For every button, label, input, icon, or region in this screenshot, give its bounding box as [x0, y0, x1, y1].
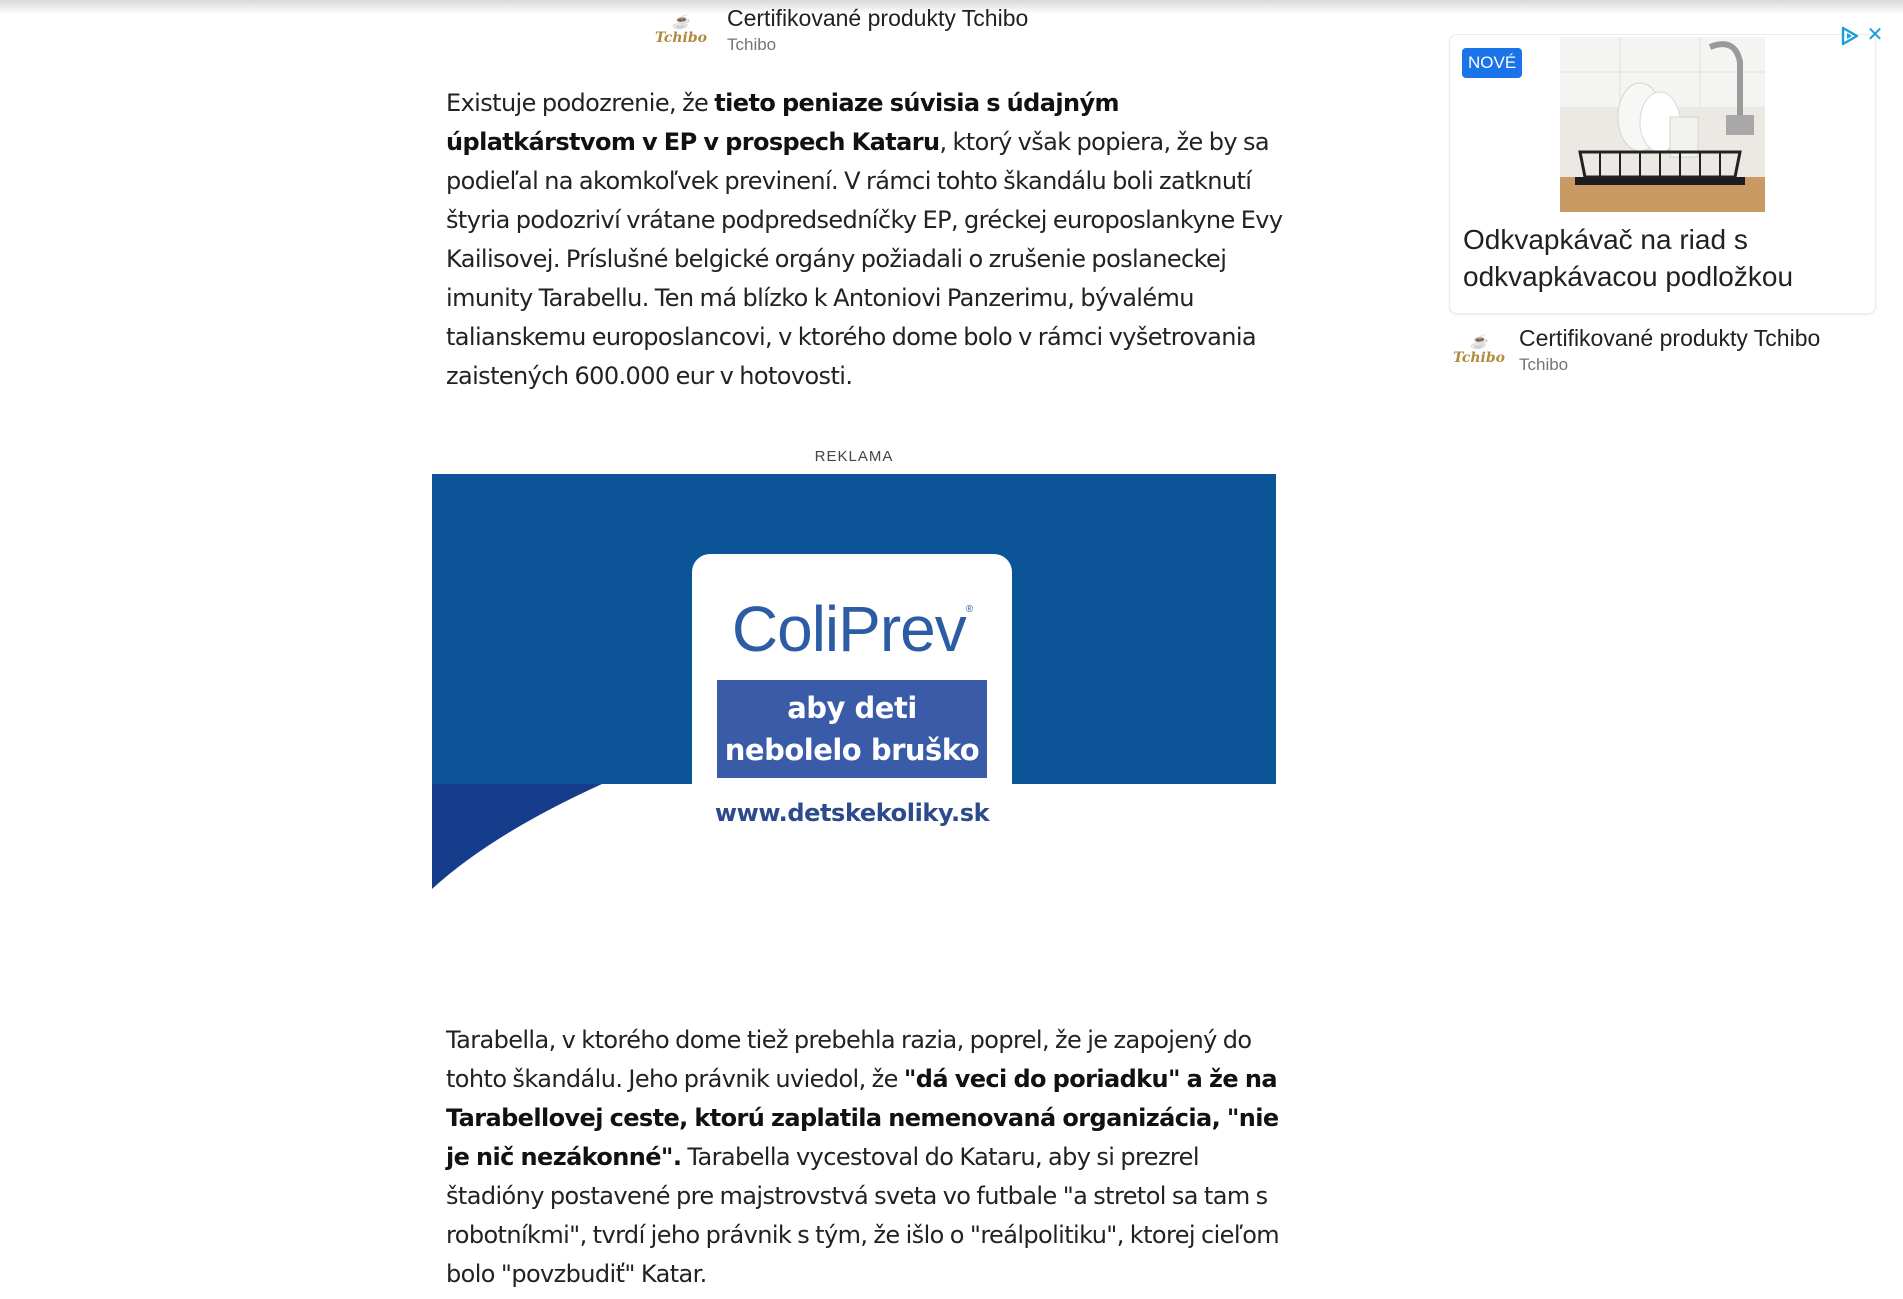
- coliprev-url[interactable]: www.detskekoliky.sk: [714, 799, 990, 827]
- paragraph-bold-text: "dá veci do poriadku" a že na Tarabellovej ceste, ktorú zaplatila nemenovaná organizácia, "nie je nič nezákonné".: [446, 1065, 1279, 1171]
- coliprev-banner-ad[interactable]: [432, 474, 1276, 889]
- slogan-line-2: nebolelo bruško: [724, 733, 980, 767]
- close-icon[interactable]: ✕: [1866, 22, 1884, 46]
- paragraph-text: Tarabella, v ktorého dome tiež prebehla razia, poprel, že je zapojený do tohto škandálu. Jeho právnik uviedol, že: [446, 1026, 1252, 1093]
- coliprev-logo-text: ColiPrev: [731, 593, 966, 665]
- paragraph-text: Tarabella vycestoval do Kataru, aby si prezrel štadióny postavené pre majstrovstvá sveta vo futbale "a stretol sa tam s robotníkmi", tvrdí jeho právnik s tým, že išlo o "reálpolitiku", ktorej cieľom bolo "povzbudiť" Katar.: [446, 1143, 1280, 1288]
- ad-label: REKLAMA: [814, 448, 894, 465]
- adchoices-icon[interactable]: [1840, 26, 1860, 46]
- side-brand-title[interactable]: Certifikované produkty Tchibo: [1519, 325, 1821, 351]
- top-ad[interactable]: [655, 0, 1028, 60]
- top-ad-title[interactable]: Certifikované produkty Tchibo: [727, 5, 1029, 31]
- side-ad-card[interactable]: [1449, 34, 1876, 314]
- new-badge: NOVÉ: [1462, 48, 1522, 78]
- top-ad-advertiser: Tchibo: [727, 35, 777, 54]
- article-paragraph: [446, 84, 1286, 396]
- tchibo-logo: [1453, 330, 1505, 370]
- tchibo-logo-text: Tchibo: [1453, 350, 1505, 366]
- dish-rack-image[interactable]: [1560, 37, 1765, 212]
- coffee-bean-icon: ☕: [672, 14, 690, 30]
- banner-wedge-shape: [432, 784, 602, 889]
- slogan-line-1: aby deti: [787, 691, 917, 725]
- coliprev-slogan: [717, 680, 987, 778]
- side-ad-brand[interactable]: [1453, 325, 1820, 375]
- coliprev-logo: [692, 592, 1012, 666]
- tchibo-logo-text: Tchibo: [655, 30, 707, 46]
- paragraph-bold-text: tieto peniaze súvisia s údajným úplatkárstvom v EP v prospech Kataru: [446, 89, 1119, 156]
- paragraph-text: , ktorý však popiera, že by sa podieľal na akomkoľvek previnení. V rámci tohto škandálu boli zatknutí štyria podozriví vrátane podpredsedníčky EP, gréckej europoslankyne Evy Kailisovej. Príslušné belgické orgány požiadali o zrušenie poslaneckej imunity Tarabellu. Ten má blízko k Antoniovi Panzerimu, bývalému talianskemu europoslancovi, v ktorého dome bolo v rámci vyšetrovania zaistených 600.000 eur v hotovosti.: [446, 128, 1283, 390]
- coffee-bean-icon: ☕: [1470, 334, 1488, 350]
- dish-rack-illustration: [1560, 37, 1765, 212]
- paragraph-text: Existuje podozrenie, že: [446, 89, 715, 117]
- side-brand-sub: Tchibo: [1519, 355, 1569, 374]
- side-ad-title[interactable]: Odkvapkávač na riad s odkvapkávacou podložkou: [1463, 224, 1794, 292]
- article-paragraph: [446, 1021, 1286, 1294]
- tchibo-logo: [655, 10, 707, 50]
- coliprev-card: [692, 554, 1012, 854]
- registered-mark: ®: [965, 604, 973, 615]
